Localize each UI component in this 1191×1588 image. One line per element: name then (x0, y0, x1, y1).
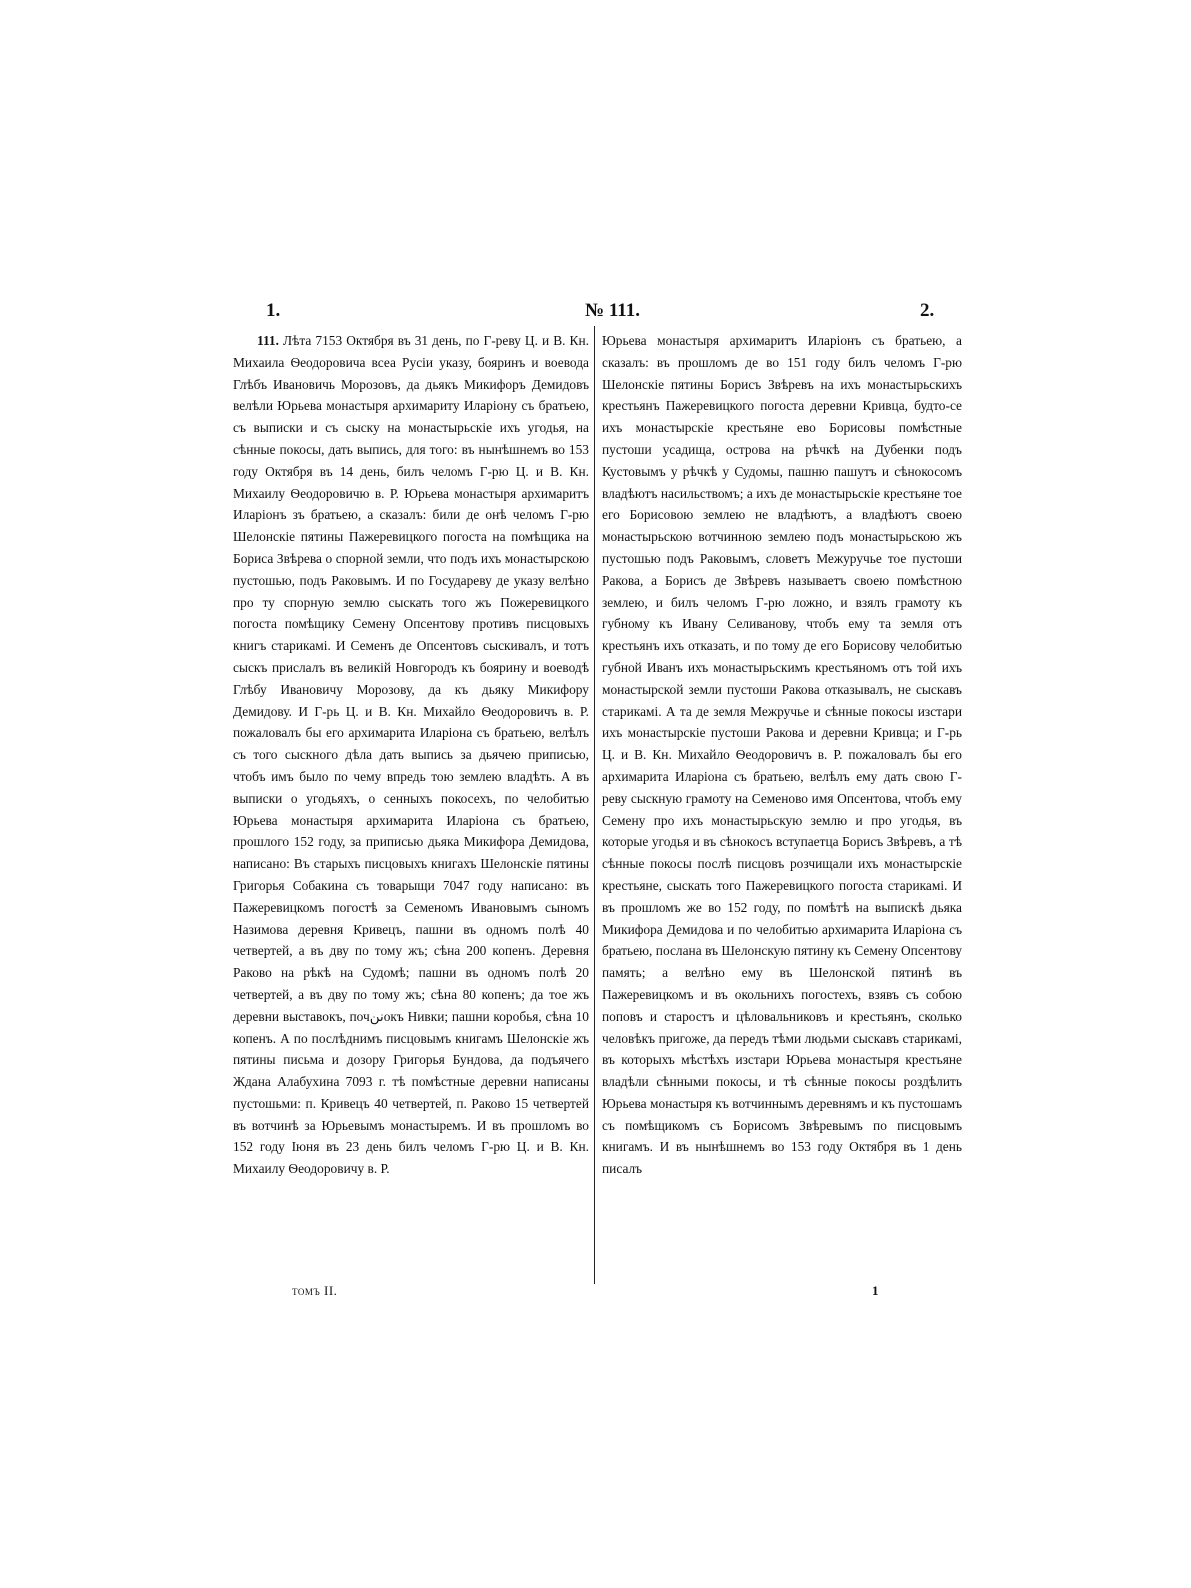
left-column-paragraph (233, 330, 589, 1180)
page-header (230, 300, 960, 328)
left-column-number: 1. (266, 300, 281, 321)
left-column (233, 330, 589, 1180)
document-number: № 111. (585, 300, 640, 321)
right-column-text: Юрьева монастыря архимаритъ Иларіонъ съ братьею, а сказалъ: въ прошломъ де во 151 году билъ челомъ Г-рю Шелонскіе пятины Борисъ Звѣревъ на ихъ монастырьскихъ крестьянъ Пажеревицкого погоста деревни Кривца, будто-се ихъ монастырскіе крестьяне ево Борисовы помѣстные пустоши усадища, острова на рѣчкѣ на Дубенки подъ Кустовымъ у рѣчкѣ у Судомы, пашню пашутъ и сѣнокосомъ владѣютъ насильствомъ; а ихъ де монастырьскіе крестьяне тое его Борисовою землею не владѣютъ, а владѣютъ своею монастырьскою вотчинною землею подъ монастырьскою жъ пустошью подъ Раковымъ, словетъ Межуручье тое пустоши Ракова, а Борисъ де Звѣревъ называетъ своею помѣстною землею, и билъ челомъ Г-рю ложно, и взялъ грамоту къ губному къ Ивану Селиванову, чтобъ ему та земля отъ крестьянъ ихъ отказать, и по тому де его Борисову челобитью губной Иванъ ихъ монастырьскимъ крестьяномъ отъ той ихъ монастырской земли пустоши Ракова отказывалъ, не сыскавъ старикамі. А та де земля Межручье и сѣнные покосы изстари ихъ монастырскіе пустоши Ракова и деревни Кривца; и Г-рь Ц. и В. Кн. Михайло Ѳеодоровичъ в. Р. пожаловалъ бы его архимарита Иларіона съ братьею, велѣлъ ему дать свою Г-реву сыскную грамоту на Семеново имя Опсентова, чтобъ ему Семену про ихъ монастырьскую землю и про угодья, въ которые угодья и въ сѣнокосъ вступаетца Борисъ Звѣревъ, а тѣ сѣнные покосы послѣ писцовъ розчищали ихъ монастырскіе крестьяне, сыскать того Пажеревицкого погоста старикамі. И въ прошломъ же во 152 году, по помѣтѣ на выпискѣ дьяка Микифора Демидова и по челобитью архимарита Иларіона съ братьею, послана въ Шелонскую пятину къ Семену Опсентову память; а велѣно ему въ Шелонской пятинѣ въ Пажеревицкомъ и въ окольнихъ погостехъ, взявъ съ собою поповъ и старостъ и цѣловальниковъ и крестьянъ, сколько человѣкъ пригоже, да передъ тѣми людьми сыскавъ старикамі, въ которыхъ мѣстѣхъ изстари Юрьева монастыря крестьяне владѣли сѣнными покосы, и тѣ сѣнные покосы роздѣлить Юрьева монастыря къ вотчиннымъ деревнямъ и къ пустошамъ съ помѣщикомъ съ Борисомъ Звѣревымъ по писцовымъ книгамъ. И въ нынѣшнемъ во 153 году Октября въ 1 день писалъ (602, 333, 962, 1177)
signature-mark: 1 (872, 1283, 879, 1298)
left-column-text: Лѣта 7153 Октября въ 31 день, по Г-реву Ц. и В. Кн. Михаила Ѳеодоровича всеа Русіи указу, бояринъ и воевода Глѣбъ Ивановичь Морозовъ, да дьякъ Микифоръ Демидовъ велѣли Юрьева монастыря архимариту Иларіону съ братьею, съ выписки и съ сыску на монастырьскіе ихъ угодья, на сѣнные покосы, дать выпись, для того: въ нынѣшнемъ во 153 году Октября въ 14 день, билъ челомъ Г-рю Ц. и В. Кн. Михаилу Ѳеодоровичю в. Р. Юрьева монастыря архимаритъ Иларіонъ зъ братьею, а сказалъ: били де онѣ челомъ Г-рю Шелонскіе пятины Пажеревицкого погоста на помѣщика на Бориса Звѣрева о спорной земли, что подъ ихъ монастырскою пустошью, подъ Раковымъ. И по Государеву де указу велѣно про ту спорную землю сыскать того жъ Пожеревицкого погоста помѣщику Семену Опсентову противъ писцовыхъ книгъ старикамі. И Семенъ де Опсентовъ сыскивалъ, и тотъ сыскъ прислалъ въ великій Новгородъ къ боярину и воеводѣ Глѣбу Ивановичу Морозову, да къ дьяку Микифору Демидову. И Г-рь Ц. и В. Кн. Михайло Ѳеодоровичъ в. Р. пожаловалъ бы его архимарита Иларіона съ братьею, велѣлъ съ того сыскного дѣла дать выпись за дьячею приписью, чтобъ имъ было по чему впредь тою землею владѣть. А въ выписки о угодьяхъ, о сенныхъ покосехъ, по челобитью Юрьева монастыря архимарита Иларіона съ братьею, прошлого 152 году, за приписью дьяка Микифора Демидова, написано: Въ старыхъ писцовыхъ книгахъ Шелонскіе пятины Григорья Собакина съ товарыщи 7047 году написано: въ Пажеревицкомъ погостѣ за Семеномъ Ивановымъ сыномъ Назимова деревня Кривецъ, пашни въ одномъ полѣ 40 четвертей, а въ дву по тому жъ; сѣна 200 копенъ. Деревня Раково на рѣкѣ на Судомѣ; пашни въ одномъ полѣ 20 четвертей, а въ дву по тому жъ; сѣна 80 копенъ; да тое жъ деревни выставокъ, почننокъ Нивки; пашни коробья, сѣна 10 копенъ. А по послѣднимъ писцовымъ книгамъ Шелонскіе жъ пятины письма и дозору Григорья Бундова, да подъячего Ждана Алабухина 7093 г. тѣ помѣстные деревни написаны пустошьми: п. Кривецъ 40 четвертей, п. Раково 15 четвертей въ вотчинѣ за Юрьевымъ монастыремъ. И въ прошломъ во 152 году Іюня въ 23 день билъ челомъ Г-рю Ц. и В. Кн. Михаилу Ѳеодоровичу в. Р. (233, 333, 589, 1177)
volume-label: томъ II. (292, 1283, 338, 1298)
right-column (602, 330, 962, 1180)
right-column-number: 2. (920, 300, 935, 321)
paragraph-number: 111. (257, 333, 279, 348)
column-divider (594, 326, 595, 1284)
